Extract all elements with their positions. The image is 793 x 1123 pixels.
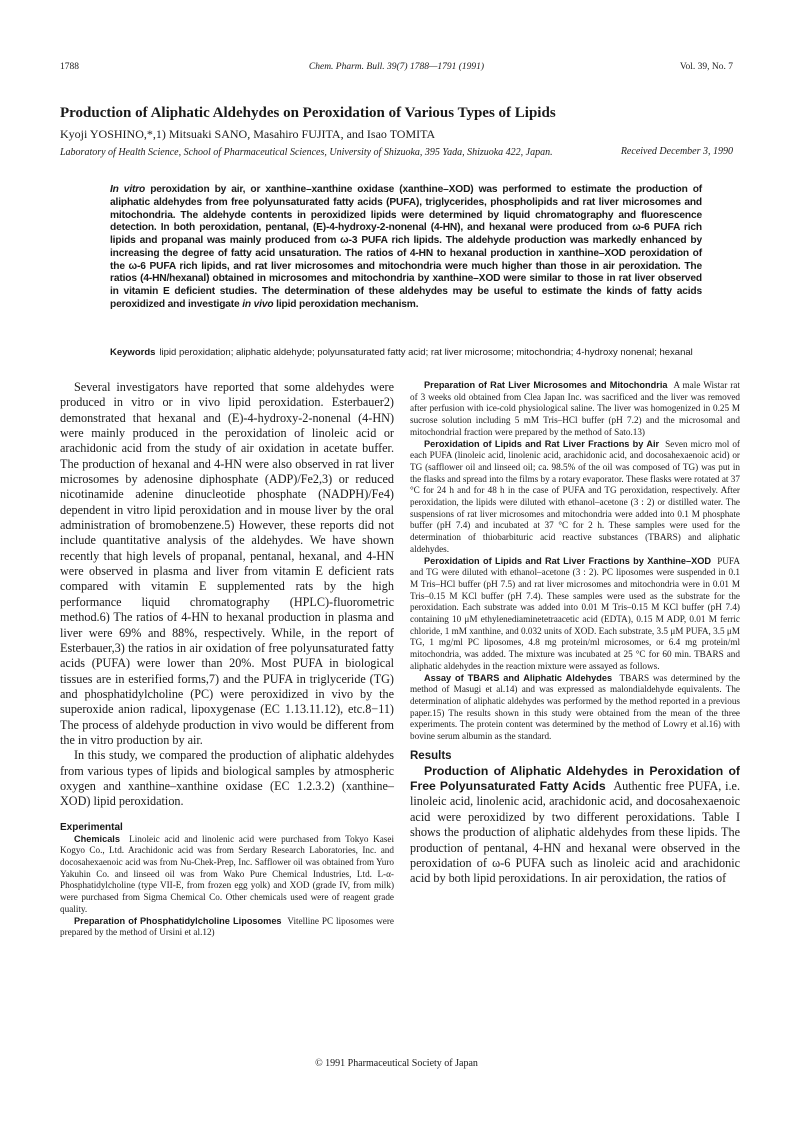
left-column (60, 380, 394, 939)
chemicals-text: Linoleic acid and linolenic acid were purchased from Tokyo Kasei Kogyo Co., Ltd. Arachidonic acid was from Serdary Research Laboratories, Inc. and docosahexaenoic acid was from Nu-Chek-Prep, Inc. Safflower oil was obtained from Yuro Yakuhin Co. and linseed oil was from Wako Pure Chemical Industries, Ltd. L-α-Phosphatidylcholine (type VII-E, from frozen egg yolk) and XOD (grade IV, from milk) were purchased from Sigma Chemical Co. Other chemicals used were of reagent grade quality. (60, 833, 394, 914)
chemicals-paragraph (60, 834, 394, 916)
results-text: Authentic free PUFA, i.e. linoleic acid, linolenic acid, arachidonic acid, and docosahexaenoic acid were peroxidized by two different peroxidations. Table I shows the production of aliphatic aldehydes from these lipids. The production of pentanal, 4-HN and hexanal were observed in the peroxidation of ω-6 PUFA such as linoleic acid and arachidonic acid by both lipid peroxidations. In air peroxidation, the ratios of (410, 779, 741, 886)
affiliation: Laboratory of Health Science, School of Pharmaceutical Sciences, University of Shizuoka, 395 Yada, Shizuoka 422, Japan. (60, 147, 553, 158)
air-peroxidation-title: Peroxidation of Lipids and Rat Liver Fractions by Air (424, 438, 660, 449)
keywords-text: lipid peroxidation; aliphatic aldehyde; polyunsaturated fatty acid; rat liver microsome; mitochondria; 4-hydroxy nonenal; hexanal (159, 347, 693, 358)
copyright-footer: © 1991 Pharmaceutical Society of Japan (315, 1058, 478, 1069)
volume-issue: Vol. 39, No. 7 (679, 62, 733, 72)
results-paragraph (410, 764, 740, 887)
page-number: 1788 (60, 62, 79, 72)
xod-peroxidation-text: PUFA and TG were diluted with ethanol–acetone (3 : 2). PC liposomes were suspended in 0.1 M Tris–HCl buffer (pH 7.5) and rat liver microsomes and mitochondria were in 0.01 M Tris–0.15 M KCl buffer (pH 7.4). These samples were used as the substrate for the peroxidation. Each substrate was added into 0.01 M Tris–0.15 M KCl buffer (pH 7.4) containing 10 μM ethylenediaminetetraacetic acid (EDTA), 0.15 M ADP, 0.01 M ferric chloride, 1 mM xanthine, and 0.032 units of XOD. Each substrate, 3.5 μM PUFA, 3.5 μM TG, 1 mg/ml PC liposomes, 4.8 mg protein/ml microsomes, or 6.4 mg protein/ml mitochondria, was added. The mixture was incubated at 25 °C for 60 min. TBARS and aliphatic aldehydes in the reaction mixture were assayed as follows. (410, 555, 740, 671)
air-peroxidation-paragraph (410, 439, 740, 556)
chemicals-title: Chemicals (74, 833, 120, 844)
assay-title: Assay of TBARS and Aliphatic Aldehydes (424, 672, 613, 683)
assay-text: TBARS was determined by the method of Masugi et al.14) and was expressed as malondialdehyde equivalents. The determination of aliphatic aldehydes was performed by the method reported in a previous paper.15) The results shown in this study were obtained from the mean of the three experiments. The protein content was determined by the method of Lowry et al.16) with bovine serum albumin as the standard. (410, 672, 741, 742)
keywords (110, 347, 702, 360)
abstract-text-1: peroxidation by air, or xanthine–xanthine oxidase (xanthine–XOD) was performed to estimate the production of aliphatic aldehydes from free polyunsaturated fatty acids (PUFA), triglycerides, phospholipids and rat liver microsomes and mitochondria. The aldehyde contents in peroxidized lipids were determined by liquid chromatography and fluorescence detection. In both peroxidation, pentanal, (E)-4-hydroxy-2-nonenal (4-HN), and hexanal were produced from ω-6 PUFA rich lipids and propanal was mainly produced from ω-3 PUFA rich lipids. The aldehyde production was markedly enhanced by increasing the degree of fatty acid unsaturation. The ratios of 4-HN to hexanal production in xanthine–XOD peroxidation of the ω-6 PUFA rich lipids, and rat liver microsomes and mitochondria were much higher than those in air peroxidation. The ratios (4-HN/hexanal) obtained in microsomes and mitochondria by xanthine–XOD were similar to those in rat liver observed in vitamin E deficient studies. The determination of these aldehydes may be useful to estimate the kinds of fatty acids peroxidized and investigate (110, 184, 703, 310)
abstract-lead: In vitro (110, 184, 146, 195)
pc-liposomes-paragraph (60, 916, 394, 939)
xod-peroxidation-title: Peroxidation of Lipids and Rat Liver Fractions by Xanthine–XOD (424, 555, 712, 566)
abstract (110, 184, 702, 312)
received-date: Received December 3, 1990 (620, 146, 733, 157)
intro-paragraph-2: In this study, we compared the production of aliphatic aldehydes from various types of lipids and biological samples by atmospheric oxygen and xanthine–xanthine oxidase (EC 1.2.3.2) (xanthine–XOD) lipid peroxidation. (60, 748, 394, 809)
right-column (410, 380, 740, 887)
air-peroxidation-text: Seven micro mol of each PUFA (linoleic acid, linolenic acid, arachidonic acid, and docosahexaenoic acid) or TG (safflower oil and linseed oil; ca. 98.5% of the oil was composed of TG) was put in the flasks and spread into the films by a rotary evaporator. These flasks were rotated at 37 °C for 24 h and for 48 h in the case of PUFA and TG peroxidation, respectively. After peroxidation, the lipids were diluted with ethanol–acetone (3 : 2) or distilled water. The suspensions of rat liver microsomes and mitochondria were added into 0.1 M phosphate buffer (pH 7.4) and incubated at 37 °C for 2 h. These samples were used for the determination of thiobarbituric acid reactive substances (TBARS) and aliphatic aldehydes. (410, 438, 740, 554)
results-heading: Results (410, 749, 452, 762)
prep-text: A male Wistar rat of 3 weeks old obtained from Clea Japan Inc. was sacrificed and the liver was removed after perfusion with ice-cold physiological saline. The liver was homogenized in 0.25 M sucrose solution including 5 mM Tris–HCl buffer (pH 7.2) and the microsomal and mitochondrial fraction were prepared by the method of Sato.13) (410, 380, 740, 437)
pc-liposomes-text: Vitelline PC liposomes were prepared by the method of Ursini et al.12) (60, 915, 395, 938)
abstract-in-vivo: in vivo (242, 298, 274, 310)
journal-citation: Chem. Pharm. Bull. 39(7) 1788—1791 (1991) (308, 62, 485, 72)
author-list: Kyoji YOSHINO,*,1) Mitsuaki SANO, Masahiro FUJITA, and Isao TOMITA (60, 127, 436, 141)
keywords-label: Keywords (110, 347, 156, 358)
assay-paragraph (410, 673, 740, 743)
intro-paragraph-1: Several investigators have reported that some aldehydes were produced in vitro or in vivo lipid peroxidation. Esterbauer2) demonstrated that hexanal and (E)-4-hydroxy-2-nonenal (4-HN) were mainly produced in the peroxidation of linoleic acid or arachidonic acid from the study of air oxidation in acetate buffer. The production of hexanal and 4-HN were also observed in rat liver microsomes by adenosine diphosphate (ADP)/Fe2,3) or reduced nicotinamide adenine dinucleotide phosphate (NADPH)/Fe4) dependent in vitro lipid peroxidation and in mouse liver by the oral administration of bromobenzene.5) However, these reports did not include quantitative analysis of the aldehydes. We have shown recently that high levels of propanal, pentanal, hexanal, and 4-HN were observed in plasma and liver from vitamin E deficient rats compared with vitamin E supplemented rats by the high performance liquid chromatography (HPLC)-fluorometric method.6) The ratios of 4-HN to hexanal production in plasma and liver were 69% and 88%, respectively. While, in the report of Esterbauer,3) the ratios in air oxidation of free polyunsaturated fatty acids (PUFA) were lower than 20%. Most PUFA in biological tissues are in esterified forms,7) and the PUFA in triglyceride (TG) and phosphatidylcholine (PC) were peroxidized in vivo by the superoxide anion radical, lipoxygenase (EC 1.13.11.12), etc.8−11) The process of aldehyde production in vivo would be different from the in vitro production by air. (60, 380, 394, 747)
pc-liposomes-title: Preparation of Phosphatidylcholine Liposomes (74, 915, 282, 926)
abstract-text-2: lipid peroxidation mechanism. (273, 298, 419, 310)
results-title: Production of Aliphatic Aldehydes in Peroxidation of Free Polyunsaturated Fatty Acids (410, 763, 740, 794)
xod-peroxidation-paragraph (410, 556, 740, 673)
prep-paragraph (410, 380, 740, 439)
article-title: Production of Aliphatic Aldehydes on Peroxidation of Various Types of Lipids (60, 105, 556, 121)
experimental-heading: Experimental (60, 821, 123, 833)
prep-title: Preparation of Rat Liver Microsomes and Mitochondria (424, 380, 668, 390)
